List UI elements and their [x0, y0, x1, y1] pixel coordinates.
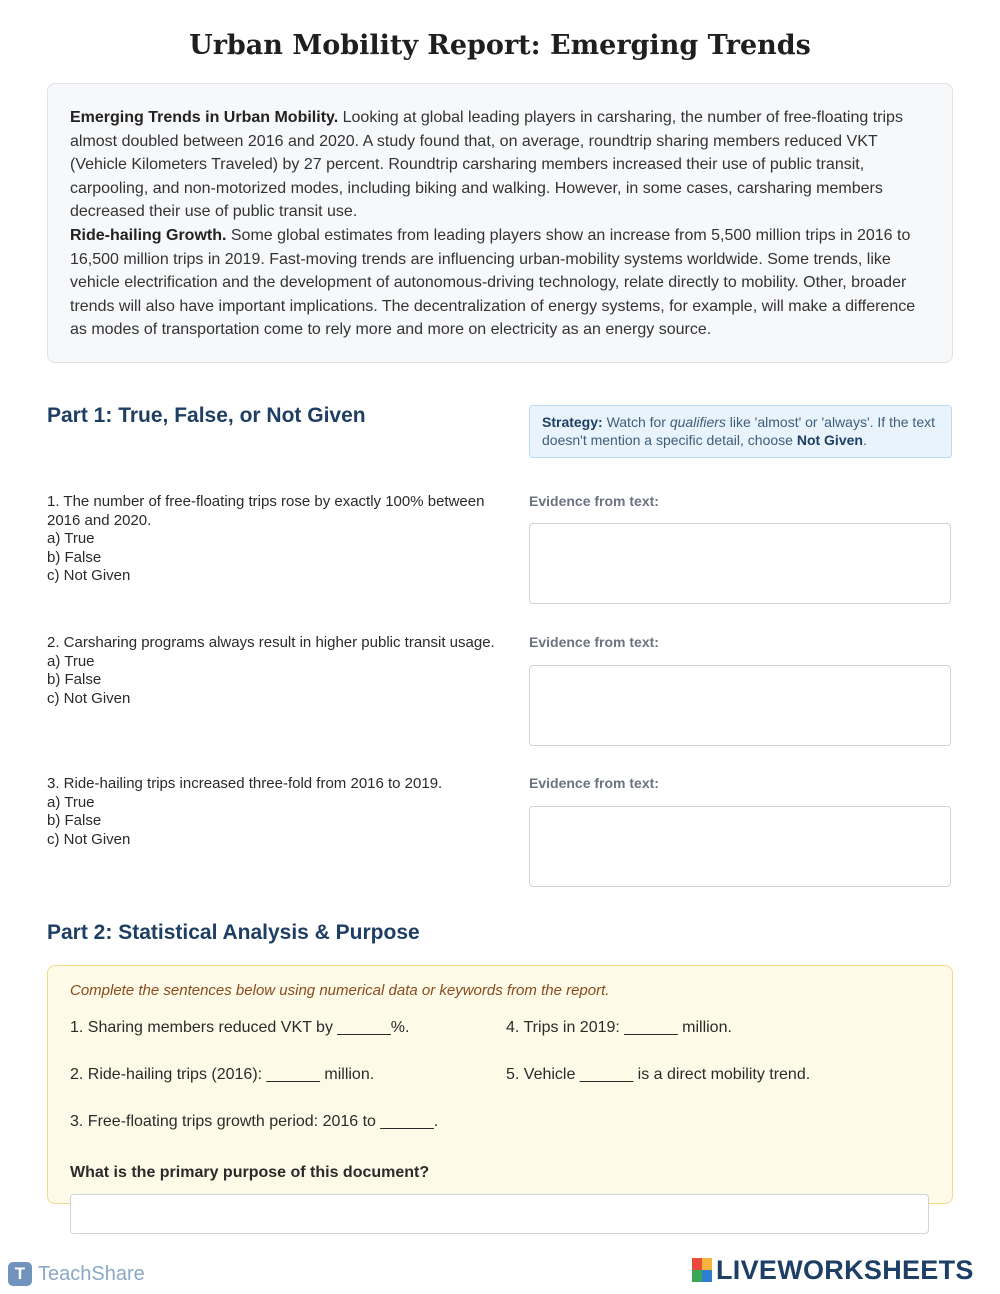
option-a[interactable]: a) True [47, 652, 95, 670]
part2-heading: Part 2: Statistical Analysis & Purpose [47, 921, 420, 944]
liveworksheets-logo [692, 1255, 974, 1285]
lw-square-2 [702, 1258, 712, 1270]
strategy-emphasis: qualifiers [669, 414, 726, 430]
strategy-tip [529, 405, 952, 458]
question-3 [47, 775, 517, 849]
question-text: 3. Ride-hailing trips increased three-fold from 2016 to 2019. [47, 775, 443, 792]
question-text: 2. Carsharing programs always result in higher public transit usage. [47, 634, 495, 651]
passage-text-1: Looking at global leading players in carsharing, the number of free-floating trips almost doubled between 2016 and 2020. A study found that, on average, roundtrip sharing members reduced VKT (Vehicle Kilometers Traveled) by 27 percent. Roundtrip carsharing members increased their use of public transit, carpooling, and non-motorized modes, including biking and walking. However, in some cases, carsharing members decreased their use of public transit use. [70, 109, 903, 221]
evidence-label-2: Evidence from text: [529, 634, 659, 650]
evidence-input-1[interactable] [529, 523, 951, 604]
fill-in-section [47, 965, 953, 1204]
strategy-text-1: Watch for [602, 414, 670, 430]
sentence-2: 2. Ride-hailing trips (2016): ______ million. [70, 1066, 375, 1083]
strategy-text-2: like 'almost' or 'always'. If the text doesn't mention a specific detail, choose [542, 414, 935, 448]
strategy-text-3: . [862, 431, 867, 448]
reading-passage [47, 83, 953, 363]
evidence-input-3[interactable] [529, 806, 951, 887]
sentence-1: 1. Sharing members reduced VKT by ______%. [70, 1019, 410, 1036]
liveworksheets-icon [692, 1258, 712, 1282]
option-a[interactable]: a) True [47, 530, 95, 547]
strategy-label: Strategy: [542, 414, 603, 430]
teachshare-icon: T [8, 1262, 32, 1286]
option-b[interactable]: b) False [47, 812, 102, 829]
option-c[interactable]: c) Not Given [47, 830, 131, 848]
lw-square-4 [702, 1270, 712, 1282]
evidence-label-3: Evidence from text: [529, 775, 659, 791]
option-c[interactable]: c) Not Given [47, 689, 131, 707]
page-title: Urban Mobility Report: Emerging Trends [189, 30, 811, 61]
option-a[interactable]: a) True [47, 793, 95, 811]
lw-square-1 [692, 1258, 702, 1270]
passage-paragraph-1 [70, 106, 930, 224]
sentence-3: 3. Free-floating trips growth period: 2016 to ______. [70, 1113, 439, 1130]
passage-paragraph-2 [70, 224, 930, 342]
passage-text-2: Some global estimates from leading players show an increase from 5,500 million trips in 2016 to 16,500 million trips in 2019. Fast-moving trends are influencing urban-mobility systems worldwide. Some trends, like vehicle electrification and the development of autonomous-driving technology, relate directly to mobility. Other, broader trends will also have important implications. The decentralization of energy systems, for example, will make a difference as modes of transportation come to rely more and more on electricity as an energy source. [70, 226, 916, 339]
lw-square-3 [692, 1270, 702, 1282]
part1-heading: Part 1: True, False, or Not Given [47, 404, 366, 427]
option-c[interactable]: c) Not Given [47, 567, 131, 584]
sentence-4: 4. Trips in 2019: ______ million. [506, 1019, 732, 1036]
option-b[interactable]: b) False [47, 671, 102, 688]
question-1 [47, 493, 517, 586]
teachshare-logo [8, 1261, 145, 1287]
option-b[interactable]: b) False [47, 548, 102, 566]
purpose-question: What is the primary purpose of this document? [70, 1164, 430, 1181]
passage-heading-1: Emerging Trends in Urban Mobility. [70, 109, 339, 126]
purpose-answer-input[interactable] [70, 1194, 929, 1234]
liveworksheets-wordmark: LIVEWORKSHEETS [716, 1254, 974, 1285]
teachshare-wordmark: TeachShare [38, 1262, 145, 1285]
question-text: 1. The number of free-floating trips rose by exactly 100% between 2016 and 2020. [47, 493, 485, 529]
evidence-input-2[interactable] [529, 665, 951, 746]
strategy-bold: Not Given [796, 431, 863, 448]
sentence-5: 5. Vehicle ______ is a direct mobility trend. [506, 1066, 811, 1083]
passage-heading-2: Ride-hailing Growth. [70, 226, 227, 244]
question-2 [47, 634, 517, 708]
fill-instruction: Complete the sentences below using numerical data or keywords from the report. [70, 982, 610, 999]
evidence-label-1: Evidence from text: [529, 493, 659, 509]
